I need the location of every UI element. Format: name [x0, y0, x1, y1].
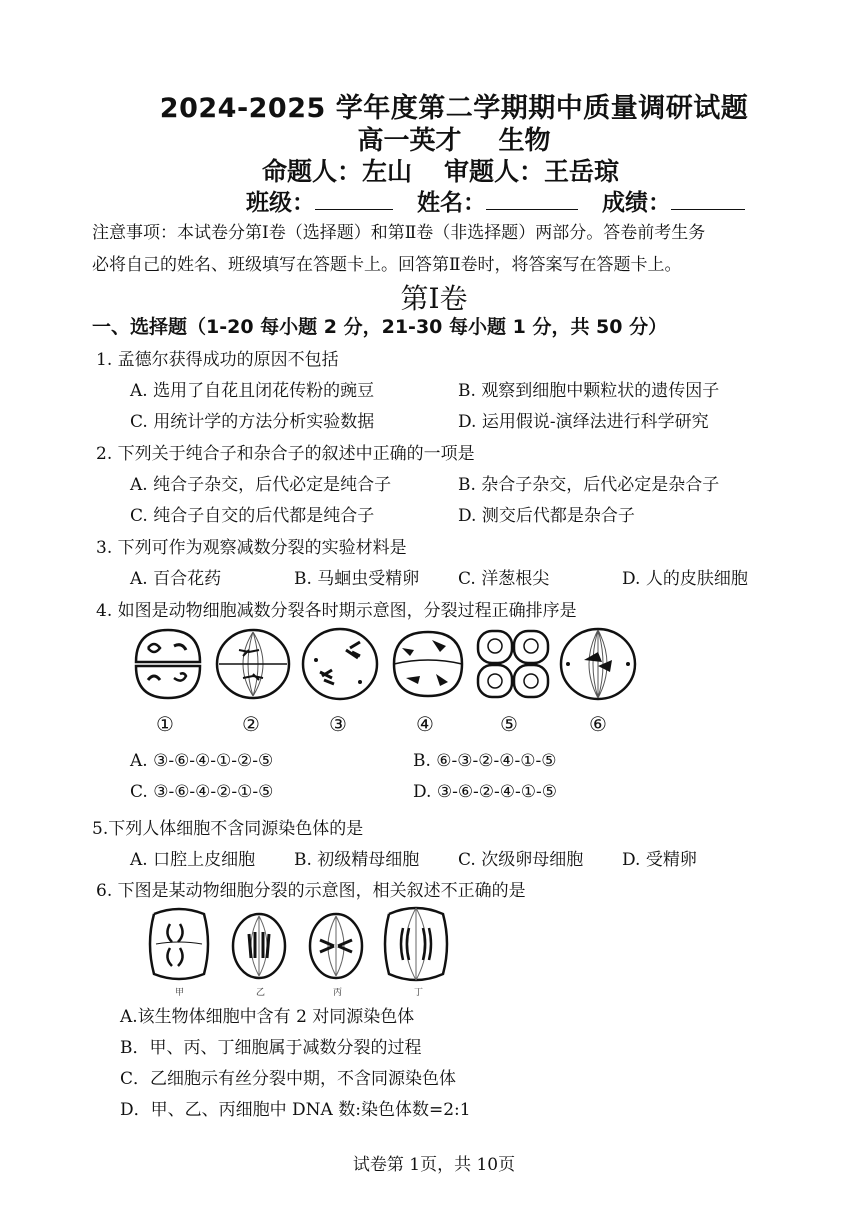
cell-figure-ding [381, 904, 451, 984]
class-label: 班级： [246, 190, 315, 216]
figure-label: ① [156, 712, 174, 736]
option-d: D. 人的皮肤细胞 [622, 569, 748, 589]
option-b: B. 杂合子杂交，后代必定是杂合子 [458, 475, 720, 495]
option-d: D. 受精卵 [622, 850, 697, 870]
figure-label: 乙 [256, 988, 266, 998]
question-stem: 4. 如图是动物细胞减数分裂各时期示意图，分裂过程正确排序是 [96, 601, 577, 621]
option-a: A. 选用了自花且闭花传粉的豌豆 [130, 381, 375, 401]
question-stem: 3. 下列可作为观察减数分裂的实验材料是 [96, 538, 407, 558]
option-a: A. 百合花药 [130, 569, 222, 589]
option-a: A. 纯合子杂交，后代必定是纯合子 [130, 475, 392, 495]
cell-figure-4 [388, 626, 468, 702]
cell-figure-2 [213, 626, 293, 702]
figure-label: ③ [329, 712, 347, 736]
figure-label: ⑥ [589, 712, 607, 736]
exam-title: 2024-2025 学年度第二学期期中质量调研试题 [159, 93, 749, 124]
option-c: C. 洋葱根尖 [458, 569, 550, 589]
class-field[interactable] [315, 189, 393, 210]
option-b: B．甲、丙、丁细胞属于减数分裂的过程 [120, 1038, 422, 1058]
option-a: A. 口腔上皮细胞 [130, 850, 256, 870]
option-b: B. 马蛔虫受精卵 [294, 569, 420, 589]
question-stem: 1. 孟德尔获得成功的原因不包括 [96, 350, 339, 370]
option-d: D. 测交后代都是杂合子 [458, 506, 635, 526]
part-title: 第Ⅰ卷 [400, 282, 468, 315]
cell-figure-jia [144, 906, 214, 982]
question-stem: 5.下列人体细胞不含同源染色体的是 [92, 819, 364, 839]
cell-figure-6 [558, 626, 638, 702]
notice-line: 注意事项：本试卷分第Ⅰ卷（选择题）和第Ⅱ卷（非选择题）两部分。答卷前考生务 [92, 223, 706, 243]
option-c: C．乙细胞示有丝分裂中期，不含同源染色体 [120, 1069, 457, 1089]
reviewer-label: 审题人：王岳琼 [444, 157, 620, 186]
option-a: A.该生物体细胞中含有 2 对同源染色体 [120, 1007, 415, 1027]
cell-figure-5 [473, 626, 553, 702]
page-footer: 试卷第 1页，共 10页 [352, 1155, 516, 1175]
option-c: C. ③-⑥-④-②-①-⑤ [130, 782, 274, 802]
cell-figure-3 [300, 626, 380, 702]
author-line [262, 152, 619, 188]
option-d: D．甲、乙、丙细胞中 DNA 数:染色体数=2:1 [120, 1100, 471, 1120]
option-a: A. ③-⑥-④-①-②-⑤ [130, 751, 274, 771]
name-label: 姓名： [417, 190, 486, 216]
question-stem: 2. 下列关于纯合子和杂合子的叙述中正确的一项是 [96, 444, 475, 464]
author-label: 命题人：左山 [262, 157, 413, 186]
student-info-row [246, 184, 745, 217]
option-b: B. 初级精母细胞 [294, 850, 420, 870]
name-field[interactable] [486, 189, 578, 210]
option-b: B. 观察到细胞中颗粒状的遗传因子 [458, 381, 720, 401]
figure-label: 甲 [175, 988, 185, 998]
cell-figure-yi [229, 910, 289, 982]
subject: 生物 [498, 126, 551, 156]
option-c: C. 用统计学的方法分析实验数据 [130, 412, 375, 432]
figure-label: ④ [416, 712, 434, 736]
option-b: B. ⑥-③-②-④-①-⑤ [413, 751, 557, 771]
option-d: D. ③-⑥-②-④-①-⑤ [413, 782, 557, 802]
cell-figure-bing [306, 910, 366, 982]
figure-label: 丙 [333, 988, 343, 998]
option-c: C. 纯合子自交的后代都是纯合子 [130, 506, 375, 526]
notice [92, 217, 772, 281]
figure-label: 丁 [414, 988, 424, 998]
class-type: 高一英才 [357, 126, 462, 156]
notice-line: 必将自己的姓名、班级填写在答题卡上。回答第Ⅱ卷时，将答案写在答题卡上。 [92, 255, 682, 275]
cell-figure-1 [130, 626, 206, 702]
section-title: 一、选择题（1-20 每小题 2 分，21-30 每小题 1 分，共 50 分） [92, 316, 668, 338]
score-field[interactable] [671, 189, 745, 210]
question-stem: 6. 下图是某动物细胞分裂的示意图，相关叙述不正确的是 [96, 881, 526, 901]
figure-label: ② [242, 712, 260, 736]
option-d: D. 运用假说-演绎法进行科学研究 [458, 412, 709, 432]
figure-label: ⑤ [500, 712, 518, 736]
score-label: 成绩： [602, 190, 671, 216]
option-c: C. 次级卵母细胞 [458, 850, 584, 870]
